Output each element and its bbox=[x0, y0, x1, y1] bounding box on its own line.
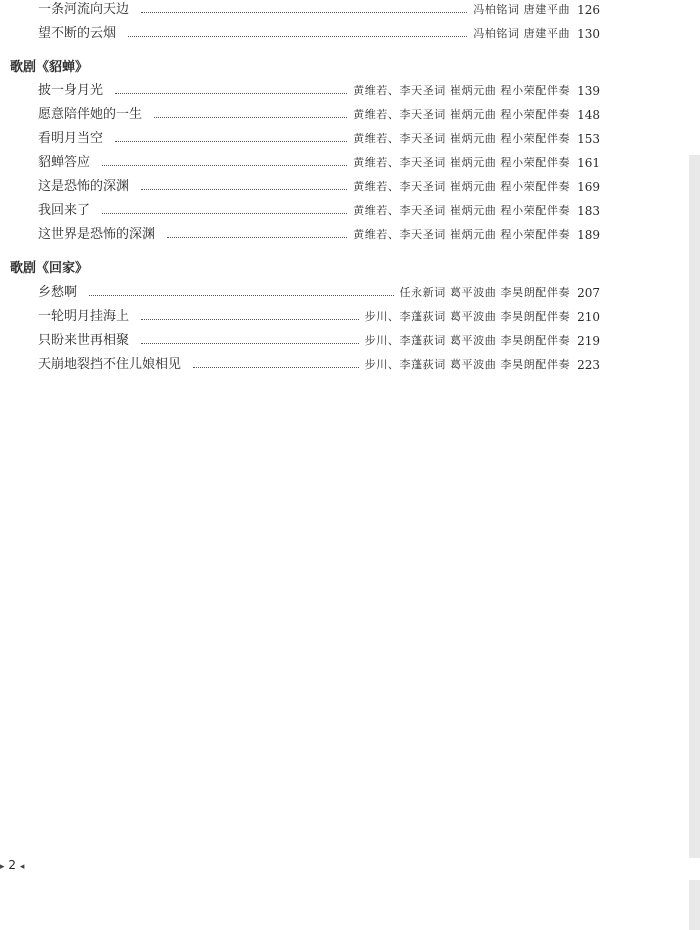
dot-leader bbox=[115, 140, 347, 142]
toc-entry-credits: 步川、李蓬荻词 葛平波曲 李昊朗配伴奏 bbox=[364, 358, 571, 371]
dot-leader bbox=[128, 35, 467, 37]
toc-entry-title: 这是恐怖的深渊 bbox=[38, 179, 130, 194]
toc-entry bbox=[38, 177, 600, 197]
toc-entry-credits: 冯柏铭词 唐建平曲 bbox=[473, 27, 571, 40]
dot-leader bbox=[141, 188, 347, 190]
toc-entry-credits: 任永新词 葛平波曲 李昊朗配伴奏 bbox=[399, 286, 571, 299]
left-arrow-icon: ◂ bbox=[19, 862, 25, 872]
toc-entry-page: 189 bbox=[577, 228, 600, 242]
toc-entry-credits: 步川、李蓬荻词 葛平波曲 李昊朗配伴奏 bbox=[364, 334, 571, 347]
dot-leader bbox=[102, 212, 347, 214]
toc-entry-credits: 黄维若、李天圣词 崔炳元曲 程小荣配伴奏 bbox=[353, 156, 571, 169]
toc-entry bbox=[38, 81, 600, 101]
toc-entry bbox=[38, 331, 600, 351]
toc-entry-credits: 步川、李蓬荻词 葛平波曲 李昊朗配伴奏 bbox=[364, 310, 571, 323]
dot-leader bbox=[115, 92, 347, 94]
toc-entry bbox=[38, 153, 600, 173]
toc-entry bbox=[38, 201, 600, 221]
toc-entry-credits: 黄维若、李天圣词 崔炳元曲 程小荣配伴奏 bbox=[353, 228, 571, 241]
toc-entry-title: 愿意陪伴她的一生 bbox=[38, 107, 143, 122]
toc-entry bbox=[38, 225, 600, 245]
dot-leader bbox=[141, 342, 359, 344]
page-edge-strip bbox=[689, 880, 700, 930]
toc-entry-page: 126 bbox=[577, 3, 600, 17]
toc-entry-title: 只盼来世再相聚 bbox=[38, 333, 130, 348]
page-number bbox=[0, 858, 24, 872]
toc-entry-page: 183 bbox=[577, 204, 600, 218]
section-heading: 歌剧《回家》 bbox=[10, 261, 89, 276]
dot-leader bbox=[89, 294, 393, 296]
toc-entry-page: 223 bbox=[577, 358, 600, 372]
toc-entry-title: 披一身月光 bbox=[38, 83, 104, 98]
toc-entry bbox=[38, 283, 600, 303]
toc-entry bbox=[38, 24, 600, 44]
toc-entry bbox=[38, 307, 600, 327]
toc-entry-title: 天崩地裂挡不住儿娘相见 bbox=[38, 357, 182, 372]
toc-entry-title: 乡愁啊 bbox=[38, 285, 78, 300]
toc-entry-credits: 黄维若、李天圣词 崔炳元曲 程小荣配伴奏 bbox=[353, 180, 571, 193]
page-number-text: 2 bbox=[8, 858, 16, 872]
toc-entry bbox=[38, 0, 600, 20]
toc-entry-title: 一轮明月挂海上 bbox=[38, 309, 130, 324]
toc-entry-page: 169 bbox=[577, 180, 600, 194]
toc-entry-page: 153 bbox=[577, 132, 600, 146]
dot-leader bbox=[102, 164, 347, 166]
toc-entry-title: 一条河流向天边 bbox=[38, 2, 130, 17]
toc-entry-page: 161 bbox=[577, 156, 600, 170]
dot-leader bbox=[167, 236, 347, 238]
toc-entry-credits: 冯柏铭词 唐建平曲 bbox=[473, 3, 571, 16]
toc-entry-page: 148 bbox=[577, 108, 600, 122]
toc-entry-credits: 黄维若、李天圣词 崔炳元曲 程小荣配伴奏 bbox=[353, 84, 571, 97]
dot-leader bbox=[154, 116, 347, 118]
toc-entry bbox=[38, 129, 600, 149]
dot-leader bbox=[141, 318, 359, 320]
toc-entry-title: 看明月当空 bbox=[38, 131, 104, 146]
toc-entry-credits: 黄维若、李天圣词 崔炳元曲 程小荣配伴奏 bbox=[353, 132, 571, 145]
page-edge-strip bbox=[689, 155, 700, 858]
toc-entry-credits: 黄维若、李天圣词 崔炳元曲 程小荣配伴奏 bbox=[353, 108, 571, 121]
toc-entry bbox=[38, 355, 600, 375]
toc-entry-title: 这世界是恐怖的深渊 bbox=[38, 227, 156, 242]
dot-leader bbox=[141, 11, 467, 13]
toc-entry-title: 我回来了 bbox=[38, 203, 91, 218]
toc-entry-page: 130 bbox=[577, 27, 600, 41]
toc-entry-title: 望不断的云烟 bbox=[38, 26, 117, 41]
dot-leader bbox=[193, 366, 359, 368]
toc-entry-title: 貂蝉答应 bbox=[38, 155, 91, 170]
section-heading: 歌剧《貂蝉》 bbox=[10, 60, 89, 75]
toc-entry-page: 207 bbox=[577, 286, 600, 300]
toc-entry-page: 210 bbox=[577, 310, 600, 324]
toc-entry-credits: 黄维若、李天圣词 崔炳元曲 程小荣配伴奏 bbox=[353, 204, 571, 217]
toc-entry-page: 219 bbox=[577, 334, 600, 348]
right-arrow-icon: ▸ bbox=[0, 862, 5, 872]
toc-entry-page: 139 bbox=[577, 84, 600, 98]
toc-entry bbox=[38, 105, 600, 125]
